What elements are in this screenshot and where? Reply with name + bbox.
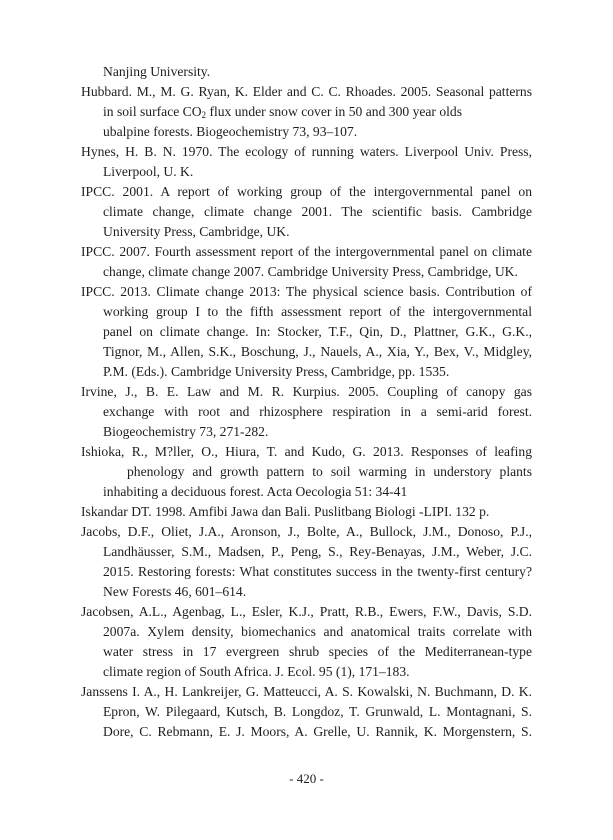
reference-line: Hynes, H. B. N. 1970. The ecology of running waters. Liverpool Univ. Press,	[81, 144, 532, 159]
reference-line: Irvine, J., B. E. Law and M. R. Kurpius. 2005. Coupling of canopy gas	[81, 384, 532, 399]
reference-line: inhabiting a deciduous forest. Acta Oecologia 51: 34-41	[103, 484, 408, 499]
reference-entry-nanjing-tail	[81, 62, 532, 82]
reference-line: panel on climate change. In: Stocker, T.F., Qin, D., Plattner, G.K., G.K.,	[103, 324, 532, 339]
reference-line: P.M. (Eds.). Cambridge University Press, Cambridge, pp. 1535.	[103, 364, 450, 379]
reference-line: exchange with root and rhizosphere respiration in a semi-arid forest.	[103, 404, 532, 419]
reference-line: New Forests 46, 601–614.	[103, 584, 247, 599]
reference-entry-hynes-1970	[81, 142, 532, 182]
reference-entry-irvine-2005	[81, 382, 532, 442]
reference-line: IPCC. 2013. Climate change 2013: The physical science basis. Contribution of	[81, 284, 532, 299]
reference-text: flux under snow cover in 50 and 300 year olds	[206, 104, 463, 119]
reference-line: Hubbard. M., M. G. Ryan, K. Elder and C. C. Rhoades. 2005. Seasonal patterns	[81, 84, 532, 99]
reference-line: Landhäusser, S.M., Madsen, P., Peng, S., Rey-Benayas, J.M., Weber, J.C.	[103, 544, 532, 559]
reference-entry-ipcc-2001	[81, 182, 532, 242]
reference-entry-hubbard-2005	[81, 82, 532, 142]
reference-line: Biogeochemistry 73, 271-282.	[103, 424, 269, 439]
subscript: 2	[201, 110, 207, 120]
reference-line: Epron, W. Pilegaard, Kutsch, B. Longdoz, T. Grunwald, L. Montagnani, S.	[103, 704, 532, 719]
reference-line: Liverpool, U. K.	[103, 164, 194, 179]
page-number: - 420 -	[289, 771, 324, 786]
reference-entry-jacobsen-2007a	[81, 602, 532, 682]
reference-line: Nanjing University.	[103, 64, 211, 79]
reference-line: climate region of South Africa. J. Ecol. 95 (1), 171–183.	[103, 664, 410, 679]
reference-line	[81, 102, 532, 122]
reference-line: Tignor, M., Allen, S.K., Boschung, J., Nauels, A., Xia, Y., Bex, V., Midgley,	[103, 344, 532, 359]
reference-line: water stress in 17 evergreen shrub species of the Mediterranean-type	[103, 644, 532, 659]
reference-entry-ishioka-2013	[81, 442, 532, 502]
reference-entry-iskandar-1998	[81, 502, 532, 522]
reference-text: in soil surface CO	[103, 104, 202, 119]
reference-list	[81, 62, 532, 742]
reference-line: Ishioka, R., M?ller, O., Hiura, T. and Kudo, G. 2013. Responses of leafing	[81, 444, 532, 459]
reference-line: 2015. Restoring forests: What constitutes success in the twenty-first century?	[103, 564, 532, 579]
reference-line: IPCC. 2007. Fourth assessment report of the intergovernmental panel on climate	[81, 244, 532, 259]
reference-line: change, climate change 2007. Cambridge University Press, Cambridge, UK.	[103, 264, 518, 279]
reference-entry-janssens	[81, 682, 532, 742]
reference-line: climate change, climate change 2001. The scientific basis. Cambridge	[103, 204, 532, 219]
reference-line: 2007a. Xylem density, biomechanics and anatomical traits correlate with	[103, 624, 532, 639]
reference-entry-ipcc-2013	[81, 282, 532, 382]
reference-line: ubalpine forests. Biogeochemistry 73, 93–107.	[103, 124, 358, 139]
reference-line: Jacobs, D.F., Oliet, J.A., Aronson, J., Bolte, A., Bullock, J.M., Donoso, P.J.,	[81, 524, 532, 539]
reference-line: phenology and growth pattern to soil warming in understory plants	[127, 464, 532, 479]
reference-line: working group I to the fifth assessment report of the intergovernmental	[103, 304, 532, 319]
reference-entry-ipcc-2007	[81, 242, 532, 282]
reference-entry-jacobs-2015	[81, 522, 532, 602]
reference-line: Janssens I. A., H. Lankreijer, G. Matteucci, A. S. Kowalski, N. Buchmann, D. K.	[81, 684, 532, 699]
reference-line: Jacobsen, A.L., Agenbag, L., Esler, K.J., Pratt, R.B., Ewers, F.W., Davis, S.D.	[81, 604, 532, 619]
reference-line: University Press, Cambridge, UK.	[103, 224, 290, 239]
reference-line: IPCC. 2001. A report of working group of the intergovernmental panel on	[81, 184, 532, 199]
reference-line: Dore, C. Rebmann, E. J. Moors, A. Grelle, U. Rannik, K. Morgenstern, S.	[103, 724, 532, 739]
reference-line: Iskandar DT. 1998. Amfibi Jawa dan Bali. Puslitbang Biologi -LIPI. 132 p.	[81, 504, 490, 519]
